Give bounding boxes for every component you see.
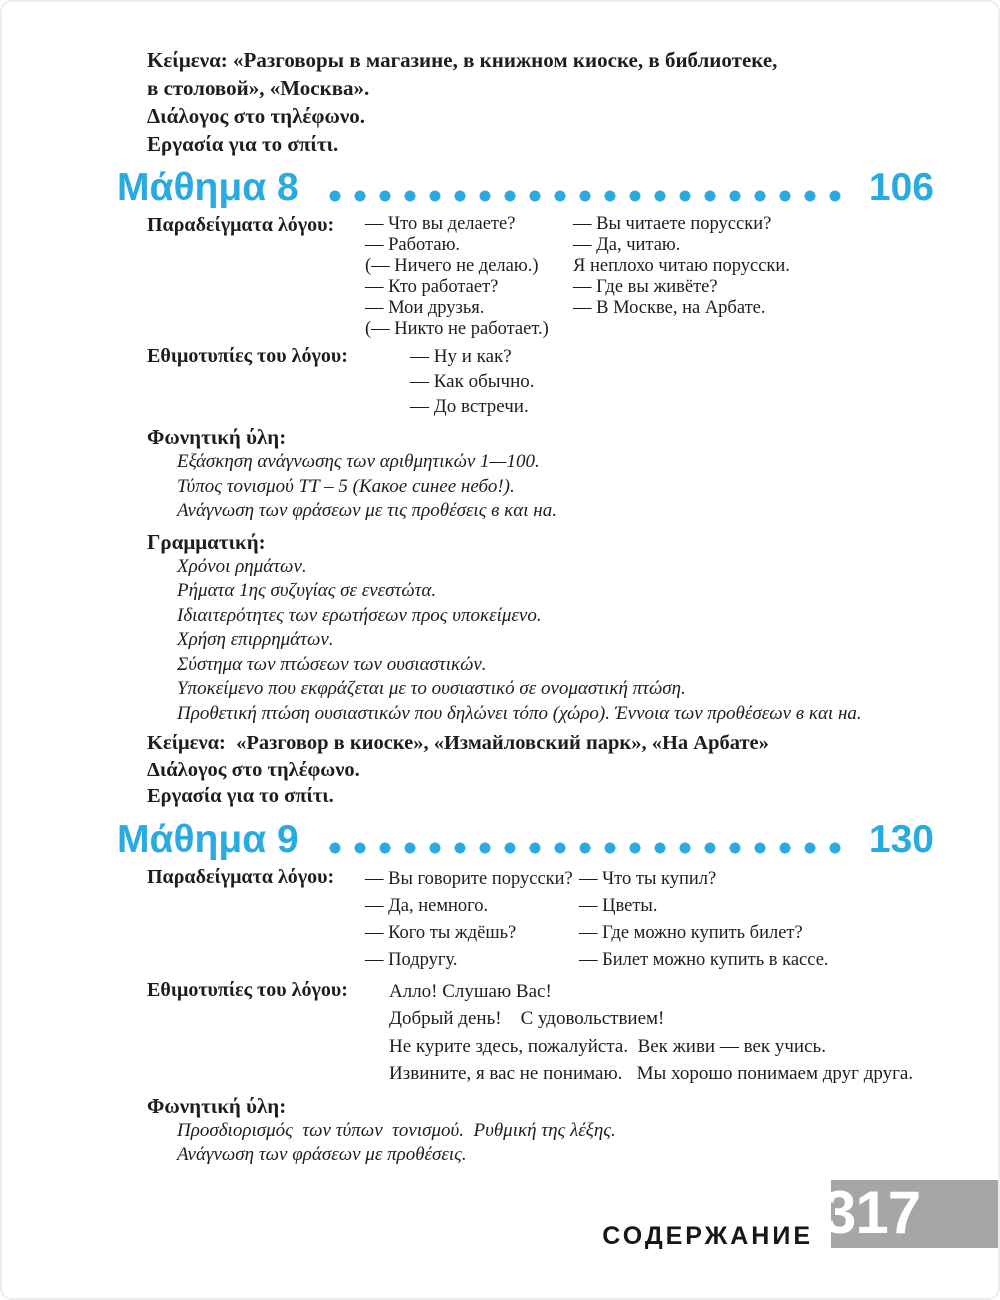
intro-line: в столовой», «Москва».: [147, 76, 370, 100]
page-number-box: [823, 1179, 998, 1248]
etiquette-label: Εθιμοτυπίες του λόγου:: [147, 345, 348, 367]
dialogue-line: — Работаю.: [365, 235, 461, 255]
lesson-8-section: [2, 168, 998, 810]
dialogue-line: — Что вы делаете?: [365, 214, 516, 234]
dialogue-line: Я неплохо читаю порусски.: [573, 256, 790, 276]
grammar-item: Υποκείμενο που εκφράζεται με το ουσιαστικό σε ονομαστική πτώση.: [177, 678, 686, 699]
etiquette-line: Извините, я вас не понимаю. Мы хорошо понимаем друг друга.: [389, 1063, 914, 1084]
grammar-item: Προθετική πτώση ουσιαστικών που δηλώνει τόπο (χώρο). Έννοια των προθέσεων в και на.: [177, 702, 862, 724]
dialogue-line: — Где можно купить билет?: [579, 922, 803, 943]
examples-row: [147, 866, 998, 974]
etiquette-line: — До встречи.: [410, 396, 529, 417]
phonetics-items: [177, 1119, 998, 1168]
grammar-items: [177, 555, 998, 727]
examples-label: Παραδείγματα λόγου:: [147, 865, 335, 888]
examples-right-column: [579, 866, 998, 974]
lesson-title: Μάθημα 8: [117, 166, 299, 209]
texts-line: Διάλογος στο τηλέφωνο.: [147, 758, 360, 781]
grammar-item: Χρόνοι ρημάτων.: [177, 555, 307, 577]
dialogue-line: — Кого ты ждёшь?: [365, 922, 517, 943]
examples-right-column: [573, 214, 998, 340]
intro-line: Εργασία για το σπίτι.: [147, 132, 339, 156]
phonetics-item: Τύπος τονισμού ΤΤ – 5 (Какое синее небо!).: [177, 475, 515, 497]
lesson-page-number: 130: [868, 817, 934, 861]
lesson-8-heading: [117, 168, 934, 208]
dialogue-line: — Что ты купил?: [579, 868, 717, 889]
phonetics-item: Ανάγνωση των φράσεων με τις προθέσεις в και на.: [177, 500, 557, 521]
dots-leader: [329, 190, 849, 202]
dialogue-line: — Билет можно купить в кассе.: [579, 949, 829, 970]
phonetics-label: Φωνητική ύλη:: [147, 425, 287, 449]
dialogue-line: — Где вы живёте?: [573, 277, 718, 297]
intro-block: [147, 46, 958, 158]
dialogue-line: — Подругу.: [365, 949, 458, 970]
etiquette-line: — Как обычно.: [410, 371, 535, 392]
examples-label: Παραδείγματα λόγου:: [147, 214, 335, 236]
phonetics-subsection: [147, 425, 998, 524]
phonetics-item: Ανάγνωση των φράσεων με προθέσεις.: [177, 1144, 467, 1165]
dialogue-line: — Мои друзья.: [365, 298, 485, 318]
phonetics-item: Προσδιορισμός των τύπων τονισμού. Ρυθμική της λέξης.: [177, 1119, 616, 1141]
intro-line: Κείμενα: «Разговоры в магазине, в книжном киоске, в библиотеке,: [147, 48, 778, 72]
contents-footer-label: СОДЕРЖАНИЕ: [602, 1222, 813, 1250]
examples-row: [147, 214, 998, 340]
phonetics-item: Εξάσκηση ανάγνωσης των αριθμητικών 1—100.: [177, 451, 540, 472]
grammar-item: Ρήματα 1ης συζυγίας σε ενεστώτα.: [177, 580, 437, 601]
texts-line: Κείμενα: «Разговор в киоске», «Измайловский парк», «На Арбате»: [147, 732, 769, 754]
dialogue-line: — Цветы.: [579, 895, 658, 916]
dialogue-line: — Вы говорите порусски?: [365, 868, 573, 889]
page-number: 317: [823, 1179, 921, 1246]
etiquette-lines: [410, 344, 535, 419]
texts-block: [147, 730, 998, 810]
lesson-9-heading: [117, 817, 934, 861]
dialogue-line: — Вы читаете порусски?: [573, 214, 772, 234]
phonetics-subsection: [147, 1094, 998, 1168]
etiquette-row: [147, 344, 998, 419]
grammar-item: Ιδιαιτερότητες των ερωτήσεων προς υποκείμενο.: [177, 604, 542, 626]
etiquette-line: Алло! Слушаю Вас!: [389, 980, 552, 1002]
grammar-label: Γραμματική:: [147, 529, 266, 554]
intro-line: Διάλογος στο τηλέφωνο.: [147, 104, 365, 128]
etiquette-line: — Ну и как?: [410, 346, 512, 367]
examples-left-column: [365, 866, 579, 974]
lesson-page-number: 106: [868, 166, 934, 209]
phonetics-label: Φωνητική ύλη:: [147, 1093, 287, 1118]
lesson-9-section: [2, 817, 998, 1168]
texts-line: Εργασία για το σπίτι.: [147, 785, 334, 807]
dialogue-line: (— Ничего не делаю.): [365, 256, 539, 276]
etiquette-lines: [389, 978, 913, 1088]
grammar-item: Χρήση επιρρημάτων.: [177, 629, 334, 650]
dialogue-line: — Да, немного.: [365, 895, 489, 916]
etiquette-label: Εθιμοτυπίες του λόγου:: [147, 978, 348, 1001]
dialogue-line: (— Никто не работает.): [365, 319, 549, 339]
dialogue-line: — Кто работает?: [365, 277, 499, 297]
grammar-item: Σύστημα των πτώσεων των ουσιαστικών.: [177, 653, 487, 675]
dots-leader: [329, 842, 849, 854]
etiquette-line: Добрый день! С удовольствием!: [389, 1008, 665, 1029]
phonetics-items: [177, 450, 998, 524]
etiquette-row: [147, 978, 998, 1088]
dialogue-line: — Да, читаю.: [573, 235, 681, 255]
examples-left-column: [365, 214, 573, 340]
grammar-subsection: [147, 530, 998, 727]
dialogue-line: — В Москве, на Арбате.: [573, 298, 766, 318]
etiquette-line: Не курите здесь, пожалуйста. Век живи — век учись.: [389, 1035, 826, 1057]
lesson-title: Μάθημα 9: [117, 817, 299, 861]
